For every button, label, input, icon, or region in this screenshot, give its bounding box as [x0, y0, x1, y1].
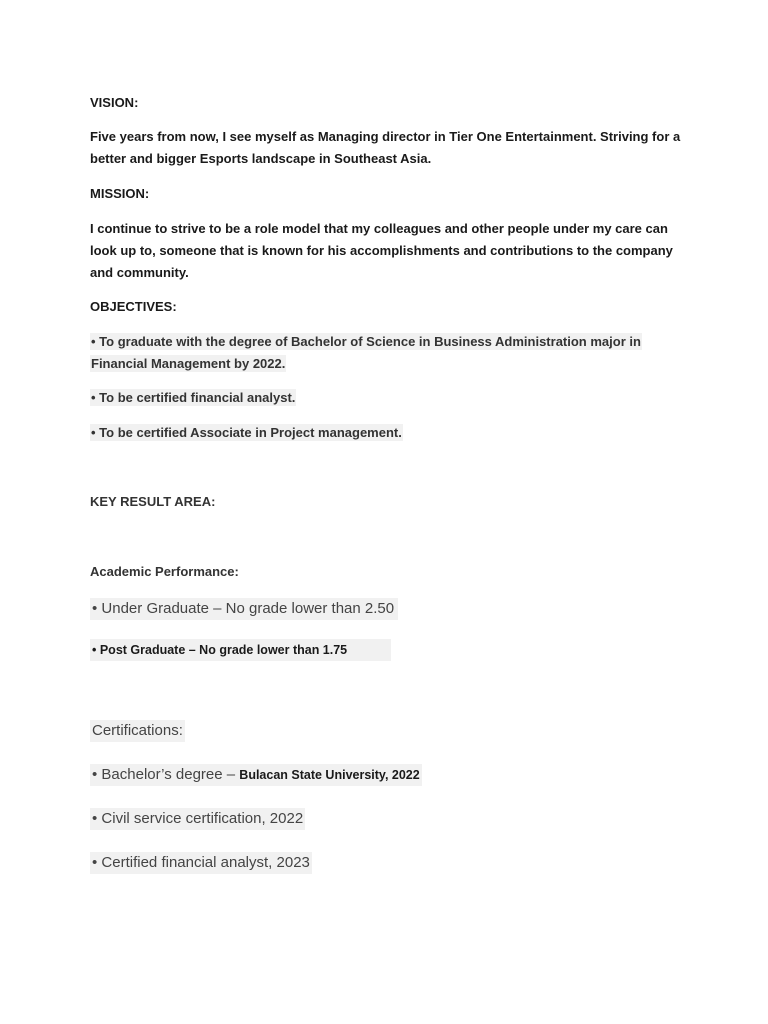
academic-undergrad — [90, 598, 690, 620]
academic-undergrad-text: • Under Graduate – No grade lower than 2.50 — [90, 598, 398, 620]
vision-text: Five years from now, I see myself as Managing director in Tier One Entertainment. Striving for a better and bigger Esports landscape in Southeast Asia. — [90, 129, 681, 166]
cert-bachelors-prefix: • Bachelor’s degree – — [92, 766, 236, 783]
cert-bachelors-block — [90, 764, 422, 786]
academic-postgrad-text: • Post Graduate – No grade lower than 1.75 — [90, 639, 391, 661]
objective-item-cfa — [90, 387, 690, 409]
objectives-heading: OBJECTIVES: — [90, 299, 177, 314]
objective-item-capm-text: • To be certified Associate in Project management. — [91, 425, 402, 440]
key-result-area-heading: KEY RESULT AREA: — [90, 494, 216, 509]
objective-item-degree — [90, 331, 650, 375]
cert-civil-service — [90, 808, 690, 830]
cert-civil-service-text: • Civil service certification, 2022 — [90, 808, 305, 830]
cert-bachelors-suffix: Bulacan State University, 2022 — [239, 768, 420, 782]
academic-performance-heading: Academic Performance: — [90, 564, 239, 579]
vision-heading: VISION: — [90, 95, 139, 110]
cert-bachelors — [90, 764, 690, 786]
objective-item-cfa-text: • To be certified financial analyst. — [91, 390, 296, 405]
mission-heading: MISSION: — [90, 186, 150, 201]
mission-text: I continue to strive to be a role model that my colleagues and other people under my care can look up to, someone that is known for his accomplishments and contributions to the company and community. — [90, 221, 673, 280]
objective-item-degree-text: • To graduate with the degree of Bachelor of Science in Business Administration major in Financial Management by 2022. — [91, 334, 641, 371]
certifications-heading — [90, 720, 690, 742]
objective-item-capm — [90, 422, 690, 444]
academic-postgrad — [90, 639, 690, 661]
certifications-heading-text: Certifications: — [90, 720, 185, 742]
cert-financial-analyst-text: • Certified financial analyst, 2023 — [90, 852, 312, 874]
cert-financial-analyst — [90, 852, 690, 874]
